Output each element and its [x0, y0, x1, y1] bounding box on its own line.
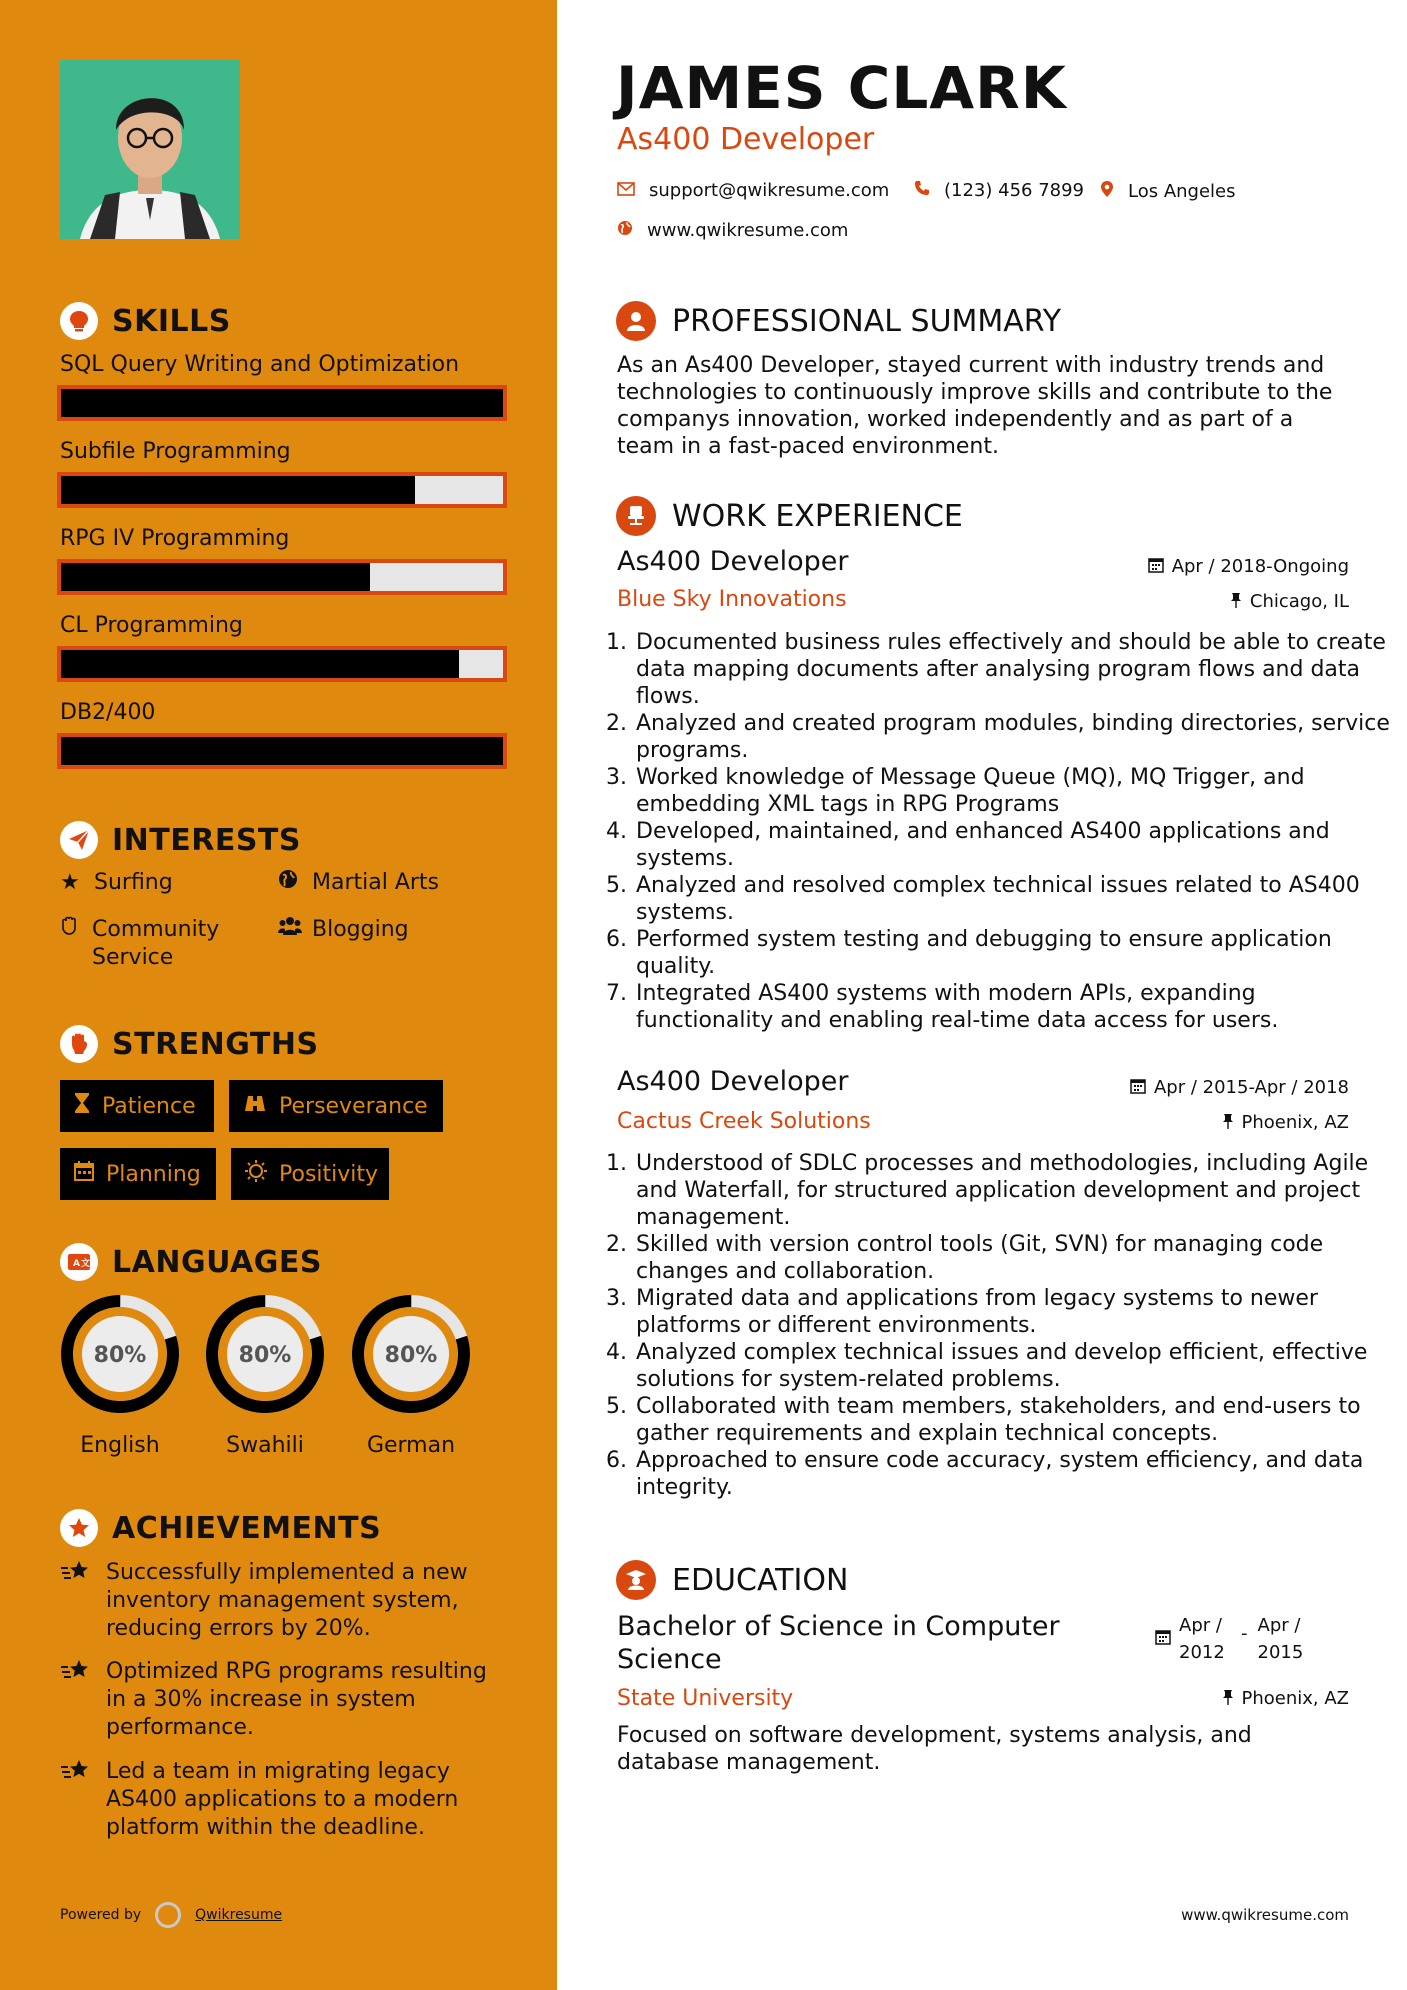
- shooting-star-icon: [60, 1559, 94, 1643]
- education-date-separator: -: [1241, 1623, 1248, 1644]
- contact-location: [1100, 180, 1236, 203]
- job-title: As400 Developer: [617, 1066, 849, 1097]
- job-location-text: Phoenix, AZ: [1241, 1112, 1349, 1133]
- skill-name: CL Programming: [60, 613, 243, 638]
- job-location-text: Chicago, IL: [1249, 591, 1349, 612]
- education-start-date: Apr / 2012: [1179, 1615, 1225, 1663]
- email-text[interactable]: support@qwikresume.com: [649, 180, 890, 201]
- skill-name: RPG IV Programming: [60, 526, 290, 551]
- globe-icon: [278, 869, 300, 897]
- skill-name: DB2/400: [60, 700, 156, 725]
- experience-title: WORK EXPERIENCE: [672, 498, 963, 534]
- calendar-icon: [1155, 1626, 1171, 1653]
- fist-icon: [60, 1025, 98, 1063]
- job-bullet: 1. Documented business rules effectively and should be able to create data mapping documents after analysing program flows and data flows.: [634, 629, 1394, 710]
- binoculars-icon: [243, 1093, 267, 1119]
- job-bullet: 1. Understood of SDLC processes and methodologies, including Agile and Waterfall, for structured application development and project management.: [634, 1150, 1394, 1231]
- skill-bar-fill: [61, 737, 503, 765]
- summary-title: PROFESSIONAL SUMMARY: [672, 303, 1062, 339]
- interest-item: [60, 869, 173, 897]
- skill-bar-fill: [61, 650, 459, 678]
- strengths-title: STRENGTHS: [112, 1026, 319, 1062]
- experience-heading: [616, 496, 963, 536]
- svg-text:A: A: [73, 1259, 80, 1269]
- sidebar: [0, 0, 557, 1990]
- job-dates: [1148, 556, 1349, 577]
- job-bullet: 7. Integrated AS400 systems with modern APIs, expanding functionality and enabling real-time data access for users.: [634, 980, 1394, 1034]
- pushpin-icon: [1230, 592, 1242, 612]
- contact-phone: [914, 180, 1084, 201]
- summary-text: As an As400 Developer, stayed current with industry trends and technologies to continuously improve skills and contribute to the companys innovation, worked independently and as part of a team in a fast-paced environment.: [617, 353, 1333, 459]
- language-item: [59, 1293, 181, 1458]
- job-location: [1222, 1112, 1350, 1133]
- language-percent: 80%: [93, 1343, 147, 1368]
- job-bullet: 2. Analyzed and created program modules, binding directories, service programs.: [634, 710, 1394, 764]
- company-name: Cactus Creek Solutions: [617, 1109, 871, 1134]
- candidate-role: As400 Developer: [617, 122, 875, 157]
- achievement-item: [60, 1758, 500, 1842]
- strength-label: Patience: [102, 1093, 196, 1119]
- education-dates: [1155, 1612, 1310, 1666]
- shooting-star-icon: [60, 1658, 94, 1742]
- achievements-heading: [60, 1509, 381, 1547]
- graduate-icon: [616, 1560, 656, 1600]
- achievement-text: Led a team in migrating legacy AS400 applications to a modern platform within the deadline.: [106, 1759, 459, 1840]
- skill-bar-fill: [61, 476, 415, 504]
- job-dates-text: Apr / 2018-Ongoing: [1171, 556, 1349, 577]
- language-name: Swahili: [226, 1433, 304, 1458]
- hourglass-icon: [74, 1092, 90, 1120]
- interest-label: Community Service: [92, 917, 220, 970]
- phone-text: (123) 456 7899: [944, 180, 1085, 201]
- skill-name: SQL Query Writing and Optimization: [60, 352, 460, 377]
- job-dates-text: Apr / 2015-Apr / 2018: [1153, 1077, 1349, 1098]
- skill-bar: [57, 646, 507, 682]
- job-bullets: [604, 1150, 1394, 1501]
- education-text: Focused on software development, systems analysis, and database management.: [617, 1723, 1252, 1775]
- school-name: State University: [617, 1686, 794, 1711]
- language-percent: 80%: [238, 1343, 292, 1368]
- achievement-text: Optimized RPG programs resulting in a 30% increase in system performance.: [106, 1659, 487, 1740]
- education-location-text: Phoenix, AZ: [1241, 1688, 1349, 1709]
- job-bullet: 5. Analyzed and resolved complex technical issues related to AS400 systems.: [634, 872, 1394, 926]
- languages-title: LANGUAGES: [112, 1244, 322, 1280]
- interest-label: Martial Arts: [312, 870, 440, 895]
- candidate-name: JAMES CLARK: [616, 54, 1067, 122]
- calendar-icon: [1148, 557, 1164, 577]
- language-ring: [59, 1293, 181, 1415]
- language-ring: [204, 1293, 326, 1415]
- summary-heading: [616, 301, 1061, 341]
- strength-badge: [231, 1148, 389, 1200]
- skill-bar-fill: [61, 563, 370, 591]
- skill-bar: [57, 385, 507, 421]
- shooting-star-icon: [60, 1758, 94, 1842]
- strength-label: Positivity: [279, 1161, 379, 1187]
- job-bullet: 2. Skilled with version control tools (Git, SVN) for managing code changes and collaboration.: [634, 1231, 1394, 1285]
- interest-item: [278, 869, 439, 897]
- education-heading: [616, 1560, 848, 1600]
- language-name: English: [80, 1433, 160, 1458]
- pushpin-icon: [1222, 1689, 1234, 1709]
- job-bullet: 6. Approached to ensure code accuracy, system efficiency, and data integrity.: [634, 1447, 1394, 1501]
- strength-badge: [60, 1148, 216, 1200]
- svg-text:文: 文: [81, 1259, 91, 1269]
- language-icon: [60, 1243, 98, 1281]
- users-icon: [278, 916, 300, 944]
- job-dates: [1130, 1077, 1349, 1098]
- achievement-item: [60, 1559, 500, 1643]
- job-bullet: 5. Collaborated with team members, stakeholders, and end-users to gather requirements and explain technical concepts.: [634, 1393, 1394, 1447]
- strength-badge: [229, 1080, 443, 1132]
- job-bullet: 6. Performed system testing and debugging to ensure application quality.: [634, 926, 1394, 980]
- language-item: [204, 1293, 326, 1458]
- envelope-icon: [617, 180, 635, 201]
- calendar-icon: [1130, 1078, 1146, 1098]
- star-icon: ★: [60, 870, 80, 895]
- contact-email: [617, 180, 889, 201]
- interest-item: [60, 916, 250, 972]
- phone-icon: [914, 180, 930, 201]
- skills-heading: [60, 302, 231, 340]
- powered-by-label: Powered by: [60, 1907, 142, 1923]
- footer-website[interactable]: www.qwikresume.com: [1181, 1906, 1349, 1924]
- paper-plane-icon: [60, 821, 98, 859]
- skill-bar-fill: [61, 389, 503, 417]
- interest-label: Blogging: [312, 917, 409, 942]
- office-chair-icon: [616, 496, 656, 536]
- language-name: German: [366, 1433, 456, 1458]
- user-icon: [616, 301, 656, 341]
- website-text[interactable]: www.qwikresume.com: [647, 220, 849, 241]
- hand-icon: [60, 916, 80, 972]
- language-ring: [350, 1293, 472, 1415]
- job-bullet: 4. Analyzed complex technical issues and develop efficient, effective solutions for system-related problems.: [634, 1339, 1394, 1393]
- skill-bar: [57, 733, 507, 769]
- contact-website: [617, 220, 848, 241]
- skill-bar: [57, 472, 507, 508]
- education-location: [1222, 1688, 1350, 1709]
- location-text: Los Angeles: [1128, 181, 1236, 202]
- interest-item: [278, 916, 409, 944]
- achievement-text: Successfully implemented a new inventory management system, reducing errors by 20%.: [106, 1560, 468, 1641]
- qwikresume-link[interactable]: Qwikresume: [195, 1907, 283, 1923]
- powered-by: [60, 1902, 282, 1928]
- job-bullets: [604, 629, 1394, 1034]
- strength-label: Perseverance: [279, 1093, 428, 1119]
- language-percent: 80%: [384, 1343, 438, 1368]
- globe-icon: [617, 220, 633, 241]
- pushpin-icon: [1222, 1113, 1234, 1133]
- education-title: EDUCATION: [672, 1562, 849, 1598]
- profile-photo: [60, 60, 240, 239]
- job-bullet: 3. Migrated data and applications from legacy systems to newer platforms or different environments.: [634, 1285, 1394, 1339]
- skill-name: Subfile Programming: [60, 439, 291, 464]
- lightbulb-icon: [60, 302, 98, 340]
- language-item: [350, 1293, 472, 1458]
- interests-heading: [60, 821, 301, 859]
- job-bullet: 4. Developed, maintained, and enhanced AS400 applications and systems.: [634, 818, 1394, 872]
- achievement-item: [60, 1658, 500, 1742]
- education-end-date: Apr / 2015: [1257, 1615, 1304, 1663]
- languages-heading: [60, 1243, 322, 1281]
- map-pin-icon: [1100, 180, 1114, 203]
- achievements-title: ACHIEVEMENTS: [112, 1510, 382, 1546]
- job-title: As400 Developer: [617, 546, 849, 577]
- strengths-heading: [60, 1025, 319, 1063]
- degree-title: Bachelor of Science in Computer Science: [617, 1611, 1060, 1675]
- star-badge-icon: [60, 1509, 98, 1547]
- strength-badge: [60, 1080, 214, 1132]
- job-location: [1230, 591, 1349, 612]
- skills-title: SKILLS: [112, 303, 231, 339]
- calendar-icon: [74, 1161, 94, 1187]
- qwikresume-logo-icon: [155, 1902, 181, 1928]
- interest-label: Surfing: [94, 870, 173, 895]
- company-name: Blue Sky Innovations: [617, 587, 847, 612]
- strength-label: Planning: [106, 1161, 201, 1187]
- job-bullet: 3. Worked knowledge of Message Queue (MQ), MQ Trigger, and embedding XML tags in RPG Programs: [634, 764, 1394, 818]
- skill-bar: [57, 559, 507, 595]
- interests-title: INTERESTS: [112, 822, 301, 858]
- sun-icon: [245, 1160, 267, 1188]
